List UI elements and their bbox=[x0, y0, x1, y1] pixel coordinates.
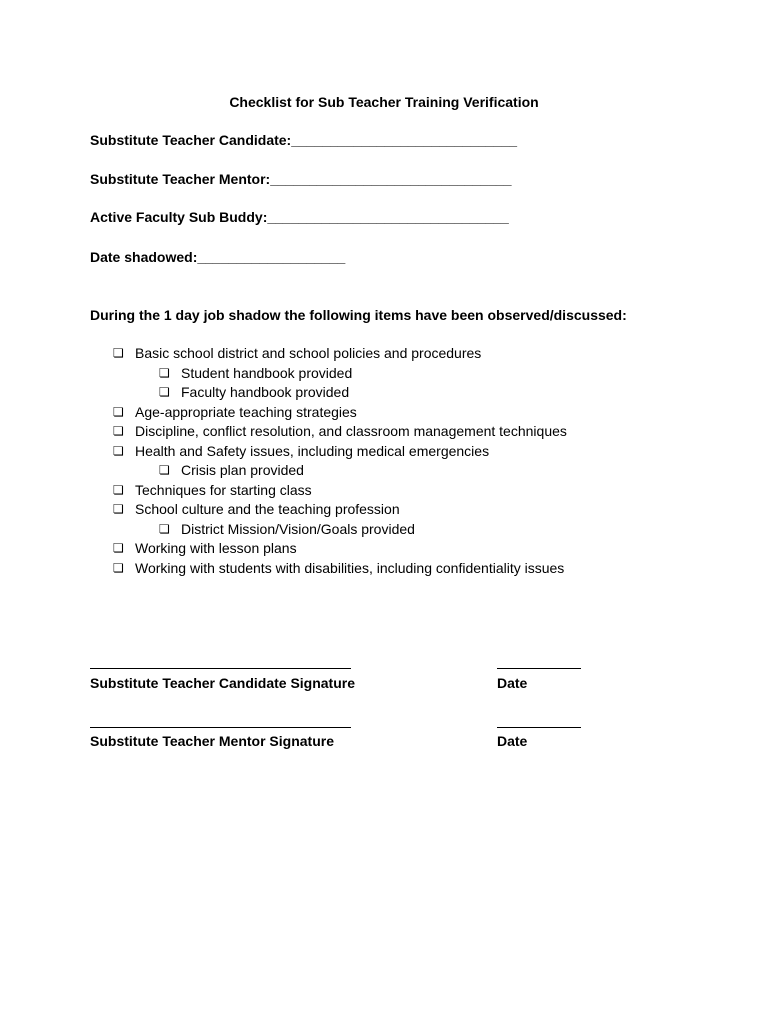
checklist-item bbox=[0, 461, 768, 481]
mentor-label: Substitute Teacher Mentor: bbox=[90, 171, 271, 187]
checklist-item bbox=[0, 364, 768, 384]
checkbox-icon: ❏ bbox=[159, 521, 170, 536]
candidate-label: Substitute Teacher Candidate: bbox=[90, 132, 292, 148]
candidate-signature-line bbox=[90, 668, 351, 669]
candidate-date-label: Date bbox=[497, 675, 528, 691]
date-shadowed-label: Date shadowed: bbox=[90, 249, 198, 265]
checkbox-icon: ❏ bbox=[113, 560, 124, 575]
checklist-item-text: Faculty handbook provided bbox=[181, 384, 350, 400]
checklist-item-text: Basic school district and school policies and procedures bbox=[135, 345, 482, 361]
checklist-item-text: Discipline, conflict resolution, and classroom management techniques bbox=[135, 423, 567, 439]
checkbox-icon: ❏ bbox=[113, 482, 124, 497]
checkbox-icon: ❏ bbox=[113, 443, 124, 458]
mentor-field bbox=[90, 170, 512, 188]
candidate-blank: _____________________________ bbox=[291, 132, 518, 148]
sub-buddy-label: Active Faculty Sub Buddy: bbox=[90, 209, 268, 225]
sub-buddy-field bbox=[90, 208, 509, 226]
checklist-item-text: Working with students with disabilities, including confidentiality issues bbox=[135, 559, 565, 576]
checklist-item-text: Student handbook provided bbox=[181, 364, 353, 381]
mentor-signature-line bbox=[90, 727, 351, 728]
checkbox-icon: ❏ bbox=[113, 502, 124, 516]
document-title: Checklist for Sub Teacher Training Verification bbox=[229, 94, 539, 110]
checklist-item-text: Working with lesson plans bbox=[135, 540, 297, 556]
checklist-item bbox=[0, 539, 768, 559]
checklist-item bbox=[0, 559, 768, 579]
checklist-item-text: District Mission/Vision/Goals provided bbox=[181, 520, 415, 537]
mentor-signature-label: Substitute Teacher Mentor Signature bbox=[90, 733, 334, 749]
checklist-item bbox=[0, 403, 768, 423]
checklist-item bbox=[0, 481, 768, 501]
candidate-field bbox=[90, 131, 517, 149]
checkbox-icon: ❏ bbox=[113, 424, 124, 438]
checkbox-icon: ❏ bbox=[113, 541, 124, 555]
checklist-item-text: Crisis plan provided bbox=[181, 462, 304, 478]
checklist-intro: During the 1 day job shadow the following items have been observed/discussed: bbox=[90, 307, 627, 323]
training-checklist bbox=[0, 344, 768, 578]
checklist-item bbox=[0, 500, 768, 520]
date-shadowed-blank: ___________________ bbox=[197, 249, 346, 265]
sub-buddy-blank: _______________________________ bbox=[267, 209, 509, 225]
checkbox-icon: ❏ bbox=[159, 463, 170, 477]
checklist-item bbox=[0, 344, 768, 364]
checklist-item bbox=[0, 442, 768, 462]
checklist-item-text: School culture and the teaching profession bbox=[135, 501, 400, 517]
checklist-item bbox=[0, 520, 768, 540]
checkbox-icon: ❏ bbox=[113, 404, 124, 419]
checklist-item-text: Age-appropriate teaching strategies bbox=[135, 403, 357, 420]
checklist-item-text: Health and Safety issues, including medical emergencies bbox=[135, 442, 490, 459]
checklist-item-text: Techniques for starting class bbox=[135, 481, 312, 498]
mentor-blank: _______________________________ bbox=[270, 171, 512, 187]
checkbox-icon: ❏ bbox=[159, 385, 170, 399]
candidate-date-line bbox=[497, 668, 581, 669]
checklist-item bbox=[0, 383, 768, 403]
date-shadowed-field bbox=[90, 248, 345, 266]
checkbox-icon: ❏ bbox=[159, 365, 170, 380]
candidate-signature-label: Substitute Teacher Candidate Signature bbox=[90, 675, 356, 691]
mentor-date-label: Date bbox=[497, 733, 528, 749]
checkbox-icon: ❏ bbox=[113, 346, 124, 360]
mentor-date-line bbox=[497, 727, 581, 728]
checklist-item bbox=[0, 422, 768, 442]
